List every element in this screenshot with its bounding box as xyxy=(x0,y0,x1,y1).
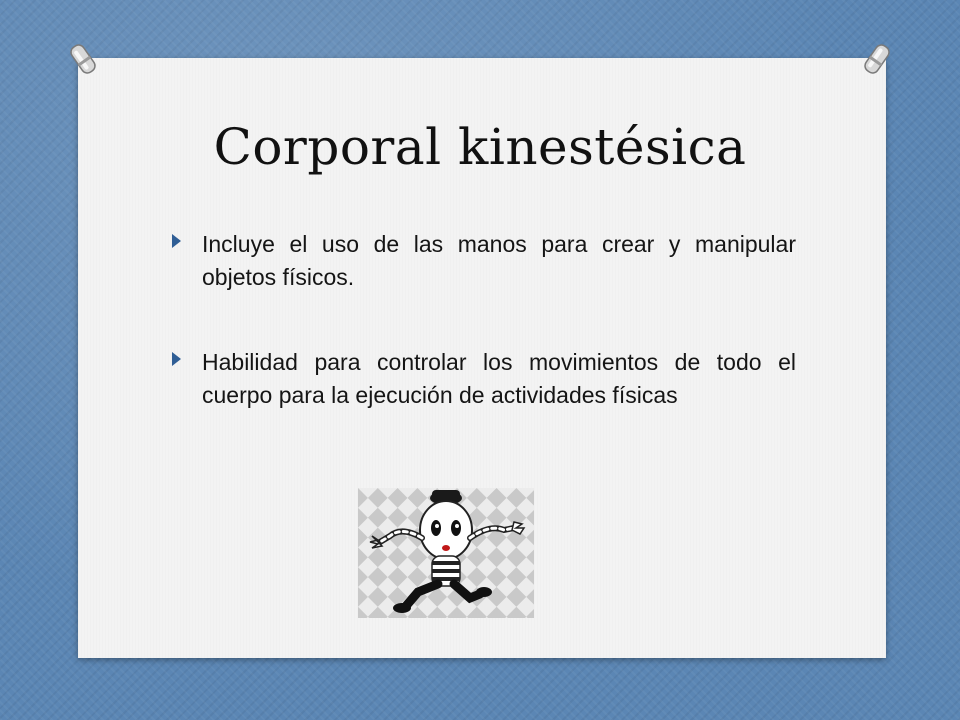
triangle-right-icon xyxy=(172,234,181,248)
bullet-item xyxy=(172,228,796,294)
slide-title: Corporal kinestésica xyxy=(213,118,747,176)
pushpin-icon xyxy=(858,40,896,78)
bullet-text: Incluye el uso de las manos para crear y manipular objetos físicos. xyxy=(202,231,796,290)
triangle-right-icon xyxy=(172,352,181,366)
bullet-list xyxy=(172,228,796,412)
bullet-text: Habilidad para controlar los movimientos de todo el cuerpo para la ejecución de actividades físicas xyxy=(202,349,796,408)
pushpin-icon xyxy=(64,40,102,78)
mime-dancer-image xyxy=(358,488,534,618)
bullet-item xyxy=(172,346,796,412)
